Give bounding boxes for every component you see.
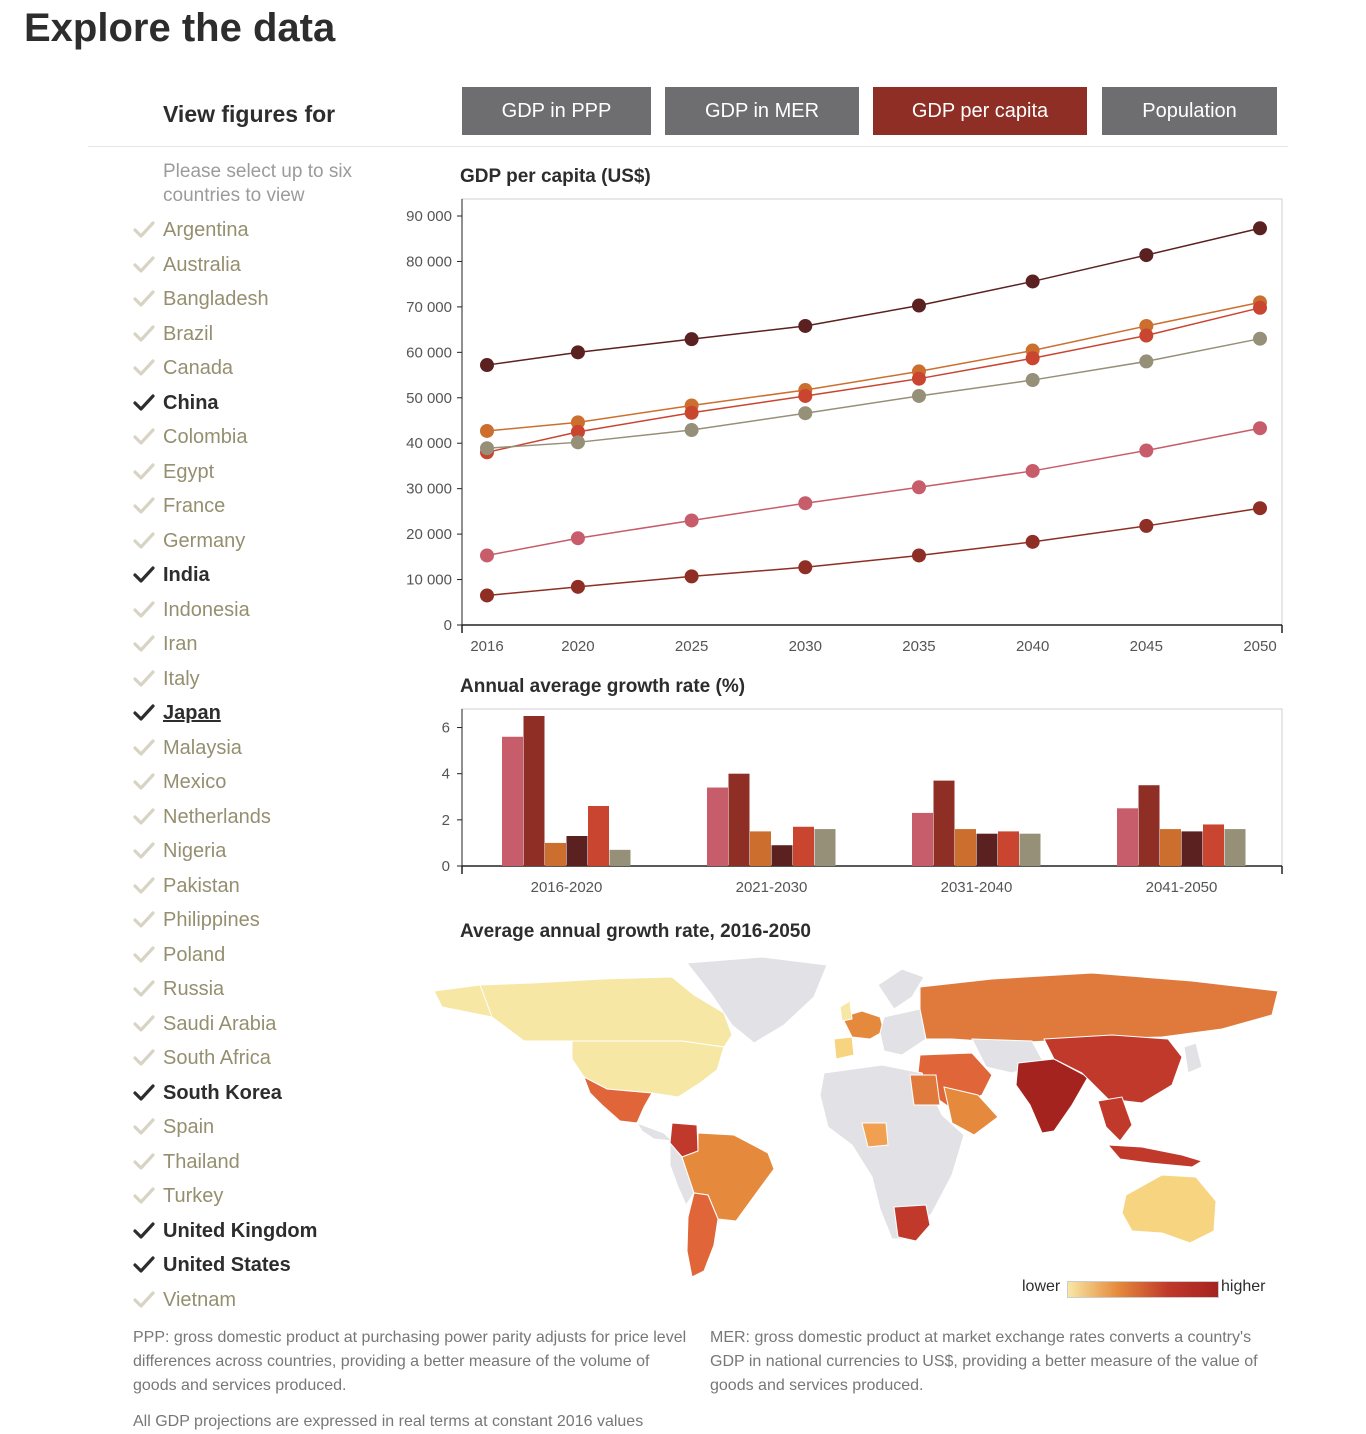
data-point[interactable]: [1026, 373, 1040, 387]
country-name: Japan: [163, 702, 221, 724]
growth-bar[interactable]: [934, 781, 955, 866]
data-point[interactable]: [571, 580, 585, 594]
checkmark-icon: [132, 632, 156, 656]
country-item-australia[interactable]: [130, 248, 390, 282]
y-tick-label: 30 000: [406, 480, 452, 498]
checkmark-icon: [132, 1288, 156, 1312]
country-name: Vietnam: [163, 1288, 237, 1311]
country-item-poland[interactable]: [130, 938, 390, 972]
gdp-per-capita-line-chart: [380, 195, 1300, 665]
y-tick-label: 60 000: [406, 344, 452, 362]
country-item-egypt[interactable]: [130, 455, 390, 489]
country-item-mexico[interactable]: [130, 765, 390, 799]
checkmark-icon: [132, 1150, 156, 1174]
selection-hint: Please select up to six countries to view: [163, 161, 353, 206]
data-point[interactable]: [1253, 421, 1267, 435]
data-point[interactable]: [685, 513, 699, 527]
country-name: Russia: [163, 978, 225, 1000]
checkmark-icon: [132, 253, 156, 277]
bar-category-label: 2016-2020: [530, 879, 603, 896]
growth-bar[interactable]: [1020, 834, 1041, 866]
y-tick-label: 6: [441, 719, 450, 737]
data-point[interactable]: [1026, 274, 1040, 288]
country-item-nigeria[interactable]: [130, 834, 390, 868]
x-tick-label: 2020: [561, 638, 595, 655]
y-tick-label: 80 000: [406, 253, 452, 271]
x-tick-label: 2016: [470, 638, 504, 655]
country-name: Poland: [163, 943, 226, 966]
country-name: Canada: [163, 357, 234, 379]
country-name: Brazil: [163, 322, 214, 345]
map-indonesia[interactable]: [1108, 1145, 1202, 1167]
data-point[interactable]: [571, 345, 585, 359]
country-item-france[interactable]: [130, 489, 390, 523]
country-name: Bangladesh: [163, 288, 269, 310]
country-item-bangladesh[interactable]: [130, 282, 390, 316]
bar-category-label: 2021-2030: [735, 879, 808, 896]
country-item-pakistan[interactable]: [130, 869, 390, 903]
country-name: Iran: [163, 633, 198, 655]
growth-bar[interactable]: [998, 831, 1019, 866]
checkmark-icon: [132, 425, 156, 449]
data-point[interactable]: [480, 588, 494, 602]
data-point[interactable]: [1139, 443, 1153, 457]
country-name: Egypt: [163, 460, 215, 483]
header-divider: [88, 146, 1288, 147]
data-point[interactable]: [798, 389, 812, 403]
country-name: United Kingdom: [163, 1219, 318, 1242]
y-tick-label: 90 000: [406, 208, 452, 225]
data-point[interactable]: [480, 424, 494, 438]
growth-bar[interactable]: [1139, 785, 1160, 866]
growth-bar[interactable]: [567, 836, 588, 866]
country-item-russia[interactable]: [130, 972, 390, 1006]
x-tick-label: 2045: [1129, 638, 1164, 655]
map-australia[interactable]: [1122, 1175, 1216, 1243]
checkmark-icon: [132, 1219, 156, 1243]
map-southeast-asia[interactable]: [1098, 1097, 1132, 1141]
data-point[interactable]: [480, 548, 494, 562]
country-item-iran[interactable]: [130, 627, 390, 661]
x-tick-label: 2025: [674, 638, 709, 655]
growth-bar[interactable]: [502, 737, 523, 866]
tab-gdp-ppp[interactable]: GDP in PPP: [462, 87, 651, 135]
map-united-kingdom[interactable]: [840, 1001, 852, 1021]
data-point[interactable]: [1026, 464, 1040, 478]
country-item-japan[interactable]: [130, 696, 390, 730]
checkmark-icon: [132, 736, 156, 760]
data-point[interactable]: [1139, 354, 1153, 368]
growth-rate-bar-chart: [380, 705, 1300, 905]
country-name: France: [163, 495, 226, 517]
checkmark-icon: [132, 770, 156, 794]
growth-bar[interactable]: [524, 716, 545, 866]
y-tick-label: 4: [441, 765, 450, 783]
country-item-india[interactable]: [130, 558, 390, 592]
bar-category-label: 2031-2040: [940, 879, 1013, 896]
country-item-indonesia[interactable]: [130, 593, 390, 627]
country-name: Germany: [163, 529, 246, 552]
country-name: Australia: [163, 253, 241, 276]
country-name: Malaysia: [163, 736, 242, 759]
data-point[interactable]: [912, 480, 926, 494]
country-item-saudi-arabia[interactable]: [130, 1007, 390, 1041]
data-point[interactable]: [1026, 535, 1040, 549]
y-tick-label: 0: [441, 858, 450, 875]
tab-population[interactable]: Population: [1102, 87, 1277, 135]
data-point[interactable]: [798, 319, 812, 333]
tab-gdp-mer[interactable]: GDP in MER: [665, 87, 859, 135]
checkmark-icon: [132, 908, 156, 932]
country-item-colombia[interactable]: [130, 420, 390, 454]
checkmark-icon: [132, 1115, 156, 1139]
country-item-philippines[interactable]: [130, 903, 390, 937]
checkmark-icon: [132, 391, 156, 415]
map-scandinavia[interactable]: [878, 969, 924, 1009]
country-name: Spain: [163, 1116, 215, 1138]
x-tick-label: 2030: [788, 638, 822, 655]
checkmark-icon: [132, 563, 156, 587]
country-name: Argentina: [163, 219, 249, 241]
data-point[interactable]: [798, 496, 812, 510]
map-japan-korea[interactable]: [1184, 1043, 1202, 1073]
data-point[interactable]: [798, 560, 812, 574]
checkmark-icon: [132, 805, 156, 829]
country-item-turkey[interactable]: [130, 1179, 390, 1213]
country-item-canada[interactable]: [130, 351, 390, 385]
data-point[interactable]: [1253, 332, 1267, 346]
data-point[interactable]: [912, 389, 926, 403]
checkmark-icon: [132, 322, 156, 346]
map-title: Average annual growth rate, 2016-2050: [460, 921, 811, 942]
country-name: Nigeria: [163, 840, 227, 862]
country-name: Philippines: [163, 909, 260, 931]
country-name: Colombia: [163, 426, 248, 448]
checkmark-icon: [132, 701, 156, 725]
country-item-netherlands[interactable]: [130, 800, 390, 834]
checkmark-icon: [132, 667, 156, 691]
growth-bar[interactable]: [1225, 829, 1246, 866]
data-point[interactable]: [798, 406, 812, 420]
country-name: Thailand: [163, 1150, 240, 1173]
y-tick-label: 20 000: [406, 526, 452, 544]
country-item-spain[interactable]: [130, 1110, 390, 1144]
growth-bar[interactable]: [588, 806, 609, 866]
growth-bar[interactable]: [610, 850, 631, 866]
data-point[interactable]: [1139, 519, 1153, 533]
checkmark-icon: [132, 1184, 156, 1208]
country-item-italy[interactable]: [130, 662, 390, 696]
country-name: China: [163, 391, 219, 414]
x-tick-label: 2035: [902, 638, 936, 655]
checkmark-icon: [132, 839, 156, 863]
map-eastern-europe[interactable]: [880, 1009, 926, 1055]
growth-bar[interactable]: [707, 788, 728, 866]
y-tick-label: 0: [443, 617, 452, 634]
data-point[interactable]: [1253, 301, 1267, 315]
data-point[interactable]: [571, 435, 585, 449]
data-point[interactable]: [1139, 248, 1153, 262]
growth-bar[interactable]: [1117, 808, 1138, 866]
checkmark-icon: [132, 598, 156, 622]
y-tick-label: 2: [441, 811, 450, 829]
map-legend-higher-label: higher: [1221, 1278, 1266, 1295]
mer-note: MER: gross domestic product at market exchange rates converts a country's GDP in national currencies to US$, providing a better measure of the value of goods and services produced.: [710, 1329, 1258, 1394]
y-tick-label: 10 000: [406, 571, 452, 589]
country-name: United States: [163, 1254, 291, 1276]
country-name: Pakistan: [163, 874, 240, 897]
checkmark-icon: [132, 874, 156, 898]
map-spain[interactable]: [834, 1037, 854, 1059]
map-central-america[interactable]: [637, 1123, 672, 1141]
country-name: Saudi Arabia: [163, 1012, 277, 1035]
growth-bar[interactable]: [729, 774, 750, 866]
country-item-united-kingdom[interactable]: [130, 1214, 390, 1248]
country-name: South Africa: [163, 1047, 271, 1069]
country-name: Netherlands: [163, 805, 271, 828]
bar-category-label: 2041-2050: [1145, 879, 1218, 896]
map-egypt[interactable]: [910, 1075, 940, 1105]
country-item-vietnam[interactable]: [130, 1283, 390, 1317]
country-item-brazil[interactable]: [130, 317, 390, 351]
checkmark-icon: [132, 287, 156, 311]
checkmark-icon: [132, 1046, 156, 1070]
data-point[interactable]: [1253, 501, 1267, 515]
x-tick-label: 2040: [1015, 638, 1050, 655]
country-name: Mexico: [163, 771, 227, 793]
line-chart-title: GDP per capita (US$): [460, 166, 651, 187]
data-point[interactable]: [685, 569, 699, 583]
checkmark-icon: [132, 943, 156, 967]
map-canada[interactable]: [472, 977, 732, 1047]
map-legend-lower-label: lower: [1022, 1278, 1061, 1295]
growth-bar[interactable]: [545, 843, 566, 866]
growth-bar[interactable]: [815, 829, 836, 866]
country-item-south-korea[interactable]: [130, 1076, 390, 1110]
map-south-africa[interactable]: [894, 1205, 930, 1241]
growth-bar[interactable]: [977, 834, 998, 866]
data-point[interactable]: [1026, 351, 1040, 365]
country-name: Italy: [163, 667, 200, 690]
page-title: Explore the data: [24, 6, 336, 50]
growth-bar[interactable]: [772, 845, 793, 866]
world-growth-map: [432, 955, 1282, 1285]
map-russia[interactable]: [920, 973, 1278, 1043]
country-item-united-states[interactable]: [130, 1248, 390, 1282]
growth-bar[interactable]: [1182, 831, 1203, 866]
checkmark-icon: [132, 460, 156, 484]
checkmark-icon: [132, 1012, 156, 1036]
checkmark-icon: [132, 218, 156, 242]
y-tick-label: 70 000: [406, 298, 452, 316]
country-item-germany[interactable]: [130, 524, 390, 558]
data-point[interactable]: [685, 332, 699, 346]
growth-bar[interactable]: [1160, 829, 1181, 866]
view-figures-label: View figures for: [163, 101, 336, 127]
country-item-thailand[interactable]: [130, 1145, 390, 1179]
country-item-argentina[interactable]: [130, 213, 390, 247]
bar-chart-title: Annual average growth rate (%): [460, 676, 746, 697]
country-name: India: [163, 564, 210, 586]
growth-bar[interactable]: [750, 831, 771, 866]
checkmark-icon: [132, 1081, 156, 1105]
country-item-malaysia[interactable]: [130, 731, 390, 765]
checkmark-icon: [132, 977, 156, 1001]
checkmark-icon: [132, 356, 156, 380]
data-point[interactable]: [912, 548, 926, 562]
map-legend-color-scale: [1067, 1281, 1219, 1298]
ppp-note: PPP: gross domestic product at purchasing power parity adjusts for price level differences across countries, providing a better measure of the volume of goods and services produced.: [133, 1329, 687, 1394]
growth-bar[interactable]: [912, 813, 933, 866]
data-point[interactable]: [685, 406, 699, 420]
country-name: Indonesia: [163, 598, 250, 621]
data-point[interactable]: [1139, 329, 1153, 343]
country-name: South Korea: [163, 1081, 282, 1104]
country-name: Turkey: [163, 1185, 224, 1207]
data-point[interactable]: [480, 358, 494, 372]
data-point[interactable]: [571, 531, 585, 545]
data-point[interactable]: [912, 372, 926, 386]
checkmark-icon: [132, 529, 156, 553]
y-tick-label: 50 000: [406, 389, 452, 407]
checkmark-icon: [132, 1253, 156, 1277]
data-point[interactable]: [1253, 221, 1267, 235]
data-point[interactable]: [480, 441, 494, 455]
tab-gdp-per-capita[interactable]: GDP per capita: [873, 87, 1087, 135]
constant-values-note: All GDP projections are expressed in real terms at constant 2016 values: [133, 1413, 644, 1430]
growth-bar[interactable]: [1203, 824, 1224, 866]
country-item-china[interactable]: [130, 386, 390, 420]
growth-bar[interactable]: [955, 829, 976, 866]
x-tick-label: 2050: [1243, 638, 1277, 655]
data-point[interactable]: [912, 299, 926, 313]
country-item-south-africa[interactable]: [130, 1041, 390, 1075]
y-tick-label: 40 000: [406, 435, 452, 453]
checkmark-icon: [132, 494, 156, 518]
data-point[interactable]: [685, 423, 699, 437]
growth-bar[interactable]: [793, 827, 814, 866]
